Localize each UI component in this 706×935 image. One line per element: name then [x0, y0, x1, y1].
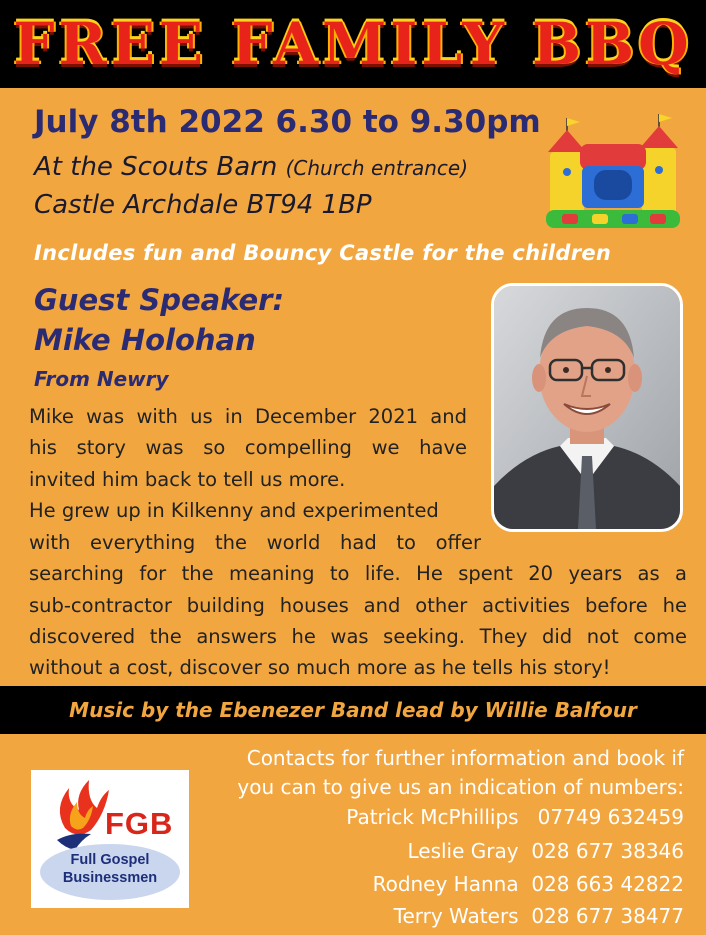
contact-name: Patrick McPhillips [346, 805, 519, 829]
music-credit: Music by the Ebenezer Band lead by Willie Balfour [69, 698, 637, 722]
speaker-photo [491, 283, 683, 532]
bio-line-8: discovered the answers he was seeking. They did not come [29, 625, 687, 648]
contacts-intro-2: you can to give us an indication of numbers: [237, 775, 684, 799]
bouncy-castle-icon [540, 110, 686, 232]
logo-line1: Full Gospel [70, 852, 150, 868]
contact-name: Terry Waters [393, 904, 519, 928]
flyer-title: FREE FAMILY BBQ [13, 10, 693, 78]
guest-speaker-label: Guest Speaker: [34, 283, 285, 317]
contact-row [373, 872, 684, 896]
fgb-logo [31, 770, 189, 908]
contact-name: Rodney Hanna [372, 872, 519, 896]
bio-line-9: without a cost, discover so much more as he tells his story! [29, 656, 611, 679]
bio-line-7: sub-contractor building houses and other activities before he [29, 594, 687, 617]
guest-speaker-name: Mike Holohan [34, 323, 256, 357]
bio-line-2: his story was so compelling we have [29, 436, 467, 459]
event-date: July 8th 2022 6.30 to 9.30pm [34, 104, 541, 140]
contact-row [407, 839, 684, 863]
venue-note: (Church entrance) [285, 156, 469, 180]
bio-line-1: Mike was with us in December 2021 and [29, 405, 467, 428]
event-address: Castle Archdale BT94 1BP [34, 190, 372, 220]
venue-name: At the Scouts Barn [34, 152, 278, 182]
bio-line-5: with everything the world had to offer [29, 531, 481, 554]
includes-note: Includes fun and Bouncy Castle for the children [34, 241, 612, 265]
bio-line-4: He grew up in Kilkenny and experimented [29, 499, 439, 522]
contact-row [346, 805, 684, 829]
event-venue [34, 152, 468, 182]
bio-line-6: searching for the meaning to life. He spent 20 years as a [29, 562, 687, 585]
guest-speaker-from: From Newry [34, 367, 169, 391]
bio-line-3: invited him back to tell us more. [29, 468, 346, 491]
contacts-intro-1: Contacts for further information and book if [246, 746, 684, 770]
logo-abbr: FGB [105, 806, 174, 841]
logo-line2: Businessmen [62, 870, 158, 886]
contact-phone: 028 677 38346 [531, 839, 684, 863]
contact-phone: 028 677 38477 [531, 904, 684, 928]
contact-phone: 028 663 42822 [531, 872, 684, 896]
contact-name: Leslie Gray [407, 839, 519, 863]
contact-row [394, 904, 684, 928]
contact-phone: 07749 632459 [537, 805, 684, 829]
